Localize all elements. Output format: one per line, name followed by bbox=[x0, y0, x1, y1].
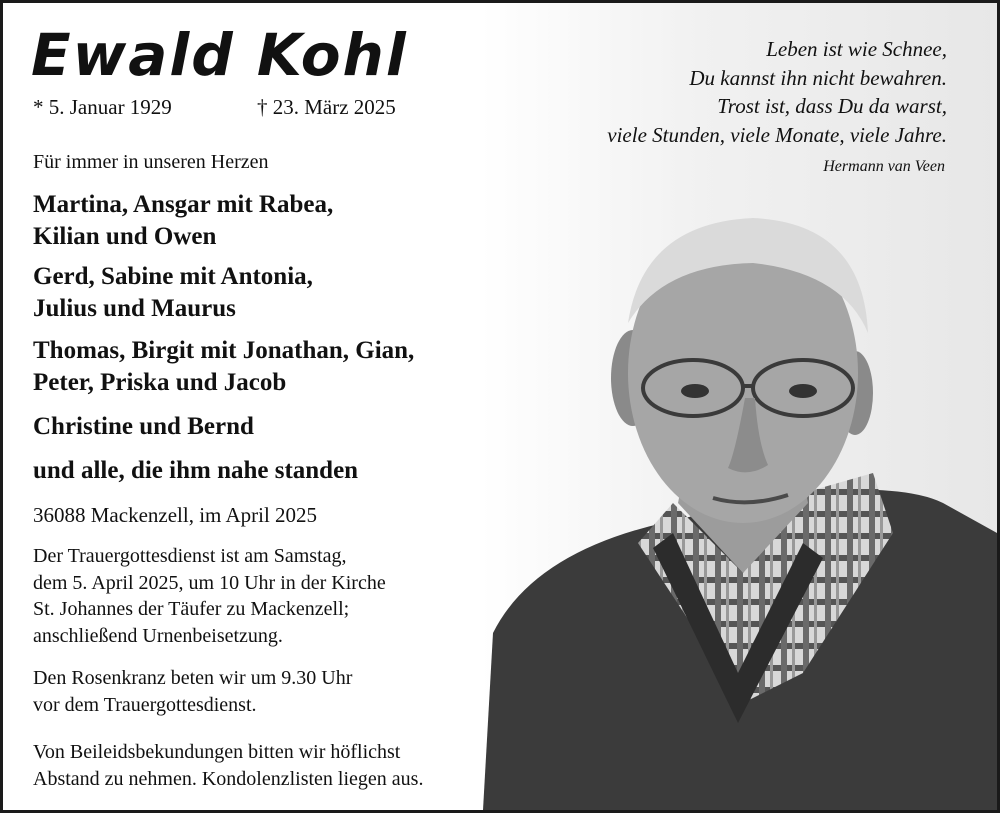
deceased-name: Ewald Kohl bbox=[31, 21, 408, 89]
poem-line: Du kannst ihn nicht bewahren. bbox=[689, 65, 947, 90]
family-line: Julius und Maurus bbox=[33, 295, 236, 322]
birth-date: * 5. Januar 1929 bbox=[33, 95, 172, 119]
family-group-2 bbox=[33, 261, 313, 325]
condolences-info bbox=[33, 739, 423, 792]
condolences-line: Von Beileidsbekundungen bitten wir höflichst bbox=[33, 741, 401, 763]
family-line: Peter, Priska und Jacob bbox=[33, 369, 287, 396]
place-date: 36088 Mackenzell, im April 2025 bbox=[33, 503, 318, 527]
family-line: und alle, die ihm nahe standen bbox=[33, 457, 359, 484]
service-line: anschließend Urnenbeisetzung. bbox=[33, 624, 283, 647]
family-group-4 bbox=[33, 411, 254, 443]
poem-line: Leben ist wie Schnee, bbox=[766, 37, 947, 61]
condolences-line: Abstand zu nehmen. Kondolenzlisten liegen aus. bbox=[33, 767, 424, 790]
rosary-info bbox=[33, 665, 352, 718]
family-line: Gerd, Sabine mit Antonia, bbox=[33, 263, 313, 290]
rosary-line: Den Rosenkranz beten wir um 9.30 Uhr bbox=[33, 667, 353, 689]
service-line: Der Trauergottesdienst ist am Samstag, bbox=[33, 545, 347, 567]
family-line: Kilian und Owen bbox=[33, 223, 217, 250]
family-group-5 bbox=[33, 455, 358, 487]
family-group-3 bbox=[33, 335, 414, 399]
poem-line: Trost ist, dass Du da warst, bbox=[717, 94, 947, 118]
poem-author: Hermann van Veen bbox=[823, 158, 945, 175]
family-group-1 bbox=[33, 189, 333, 253]
portrait-photo bbox=[473, 203, 997, 810]
family-line: Martina, Ansgar mit Rabea, bbox=[33, 191, 334, 218]
death-date: † 23. März 2025 bbox=[257, 95, 396, 119]
memory-line: Für immer in unseren Herzen bbox=[33, 151, 269, 173]
rosary-line: vor dem Trauergottesdienst. bbox=[33, 693, 257, 716]
family-line: Christine und Bernd bbox=[33, 413, 254, 440]
service-line: dem 5. April 2025, um 10 Uhr in der Kirche bbox=[33, 571, 386, 594]
poem-line: viele Stunden, viele Monate, viele Jahre. bbox=[607, 122, 947, 147]
service-line: St. Johannes der Täufer zu Mackenzell; bbox=[33, 598, 350, 620]
poem bbox=[527, 35, 947, 149]
service-info bbox=[33, 543, 386, 649]
family-line: Thomas, Birgit mit Jonathan, Gian, bbox=[33, 337, 415, 364]
portrait-illustration bbox=[473, 203, 997, 810]
